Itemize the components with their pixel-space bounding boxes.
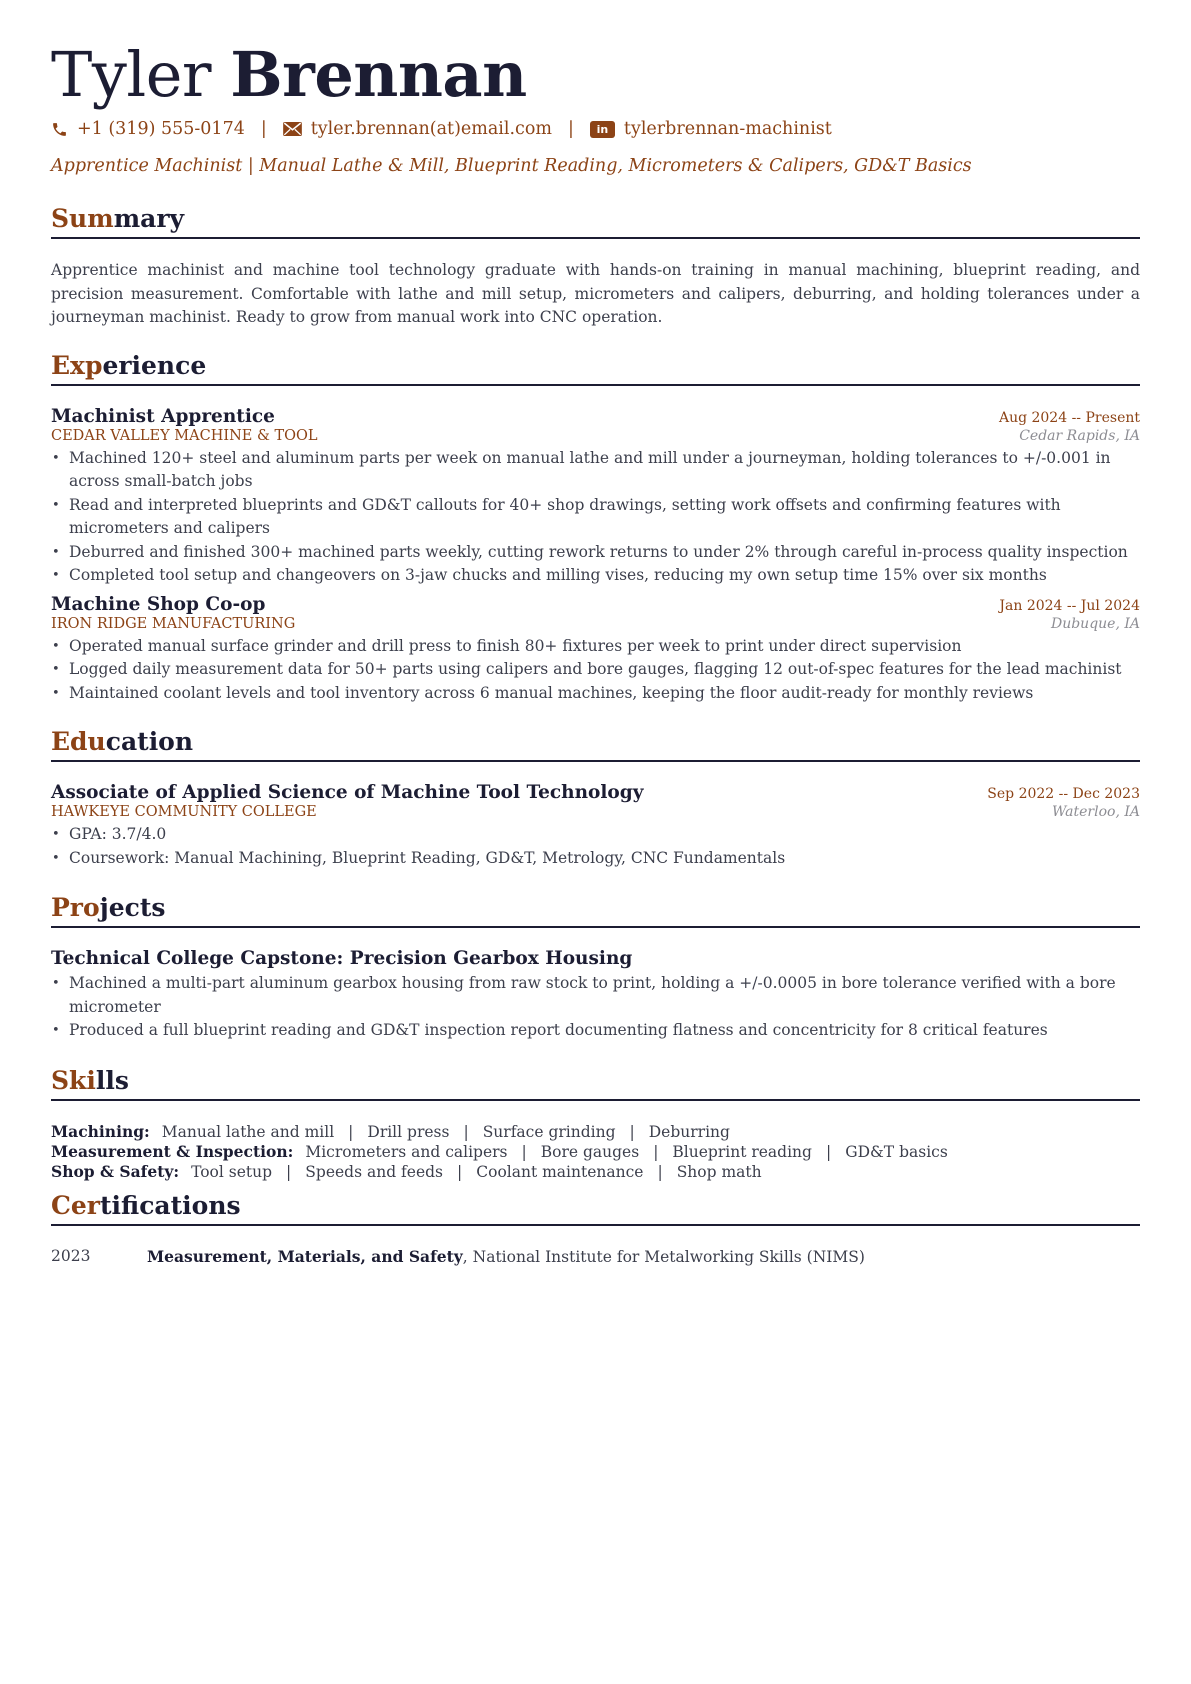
- skill-item: GD&T basics: [845, 1142, 948, 1161]
- education-dates: Sep 2022 -- Dec 2023: [987, 786, 1140, 802]
- skill-item: Manual lathe and mill: [161, 1122, 335, 1141]
- contact-separator: |: [568, 119, 574, 139]
- skill-item: Shop math: [676, 1162, 762, 1181]
- linkedin-icon: in: [590, 121, 615, 138]
- list-item: • Read and interpreted blueprints and GD&T callouts for 40+ shop drawings, setting work offsets and confirming features with micrometers and calipers: [51, 494, 1140, 541]
- skill-item: Coolant maintenance: [476, 1162, 644, 1181]
- list-item: • Operated manual surface grinder and drill press to finish 80+ fixtures per week to print under direct supervision: [51, 635, 1140, 659]
- skills-row: Machining: Manual lathe and mill | Drill press | Surface grinding | Deburring: [51, 1121, 730, 1141]
- job-dates: Jan 2024 -- Jul 2024: [999, 597, 1140, 614]
- job-title: Machinist Apprentice: [51, 405, 275, 427]
- tagline: Apprentice Machinist | Manual Lathe & Mill, Blueprint Reading, Micrometers & Calipers, GD&T Basics: [51, 156, 972, 176]
- skill-category: Machining:: [51, 1121, 150, 1141]
- certifications-section: [51, 1190, 1140, 1266]
- list-item: • Machined a multi-part aluminum gearbox housing from raw stock to print, holding a +/-0.0005 in bore tolerance verified with a bore micrometer: [51, 972, 1140, 1019]
- project-entry: [51, 948, 1140, 1043]
- experience-section: [51, 350, 1140, 706]
- section-heading: Skills: [51, 1065, 1140, 1101]
- education-bullets: [51, 823, 1140, 870]
- list-item: • Coursework: Manual Machining, Blueprint Reading, GD&T, Metrology, CNC Fundamentals: [51, 847, 1140, 871]
- list-item: • Deburred and finished 300+ machined parts weekly, cutting rework returns to under 2% through careful in-process quality inspection: [51, 541, 1140, 565]
- job-entry: [51, 406, 1140, 588]
- summary-text: Apprentice machinist and machine tool technology graduate with hands-on training in manual machining, blueprint reading, and precision measurement. Comfortable with lathe and mill setup, micrometers and calipers, deburring, and holding tolerances under a journeyman machinist. Ready to grow from manual work into CNC operation.: [51, 261, 1140, 326]
- skill-item: Micrometers and calipers: [305, 1142, 508, 1161]
- skill-item: Bore gauges: [540, 1142, 640, 1161]
- skills-row: Shop & Safety: Tool setup | Speeds and feeds | Coolant maintenance | Shop math: [51, 1161, 762, 1181]
- list-item: • Maintained coolant levels and tool inventory across 6 manual machines, keeping the floor audit-ready for monthly reviews: [51, 682, 1140, 706]
- contact-bar: [51, 118, 1140, 140]
- degree-title: Associate of Applied Science of Machine Tool Technology: [51, 782, 644, 803]
- certification-issuer: , National Institute for Metalworking Skills (NIMS): [462, 1247, 865, 1266]
- section-heading: Certifications: [51, 1190, 1140, 1226]
- skills-section: [51, 1065, 1140, 1182]
- first-name: Tyler: [51, 38, 212, 111]
- job-bullets: [51, 447, 1140, 588]
- phone-icon: [51, 121, 68, 138]
- phone-number: +1 (319) 555-0174: [77, 119, 245, 139]
- list-item: • Completed tool setup and changeovers on 3-jaw chucks and milling vises, reducing my own setup time 15% over six months: [51, 564, 1140, 588]
- education-entry: [51, 782, 1140, 870]
- job-title: Machine Shop Co-op: [51, 593, 266, 615]
- skill-item: Speeds and feeds: [305, 1162, 444, 1181]
- certification-entry: [51, 1247, 1140, 1266]
- company-name: IRON RIDGE MANUFACTURING: [51, 615, 296, 632]
- list-item: • GPA: 3.7/4.0: [51, 823, 1140, 847]
- school-location: Waterloo, IA: [1052, 804, 1140, 820]
- contact-phone[interactable]: [51, 119, 245, 139]
- skill-item: Tool setup: [191, 1162, 273, 1181]
- section-heading: Summary: [51, 203, 1140, 239]
- envelope-icon: [283, 122, 302, 136]
- list-item: • Produced a full blueprint reading and GD&T inspection report documenting flatness and concentricity for 8 critical features: [51, 1019, 1140, 1043]
- skill-item: Blueprint reading: [672, 1142, 812, 1161]
- summary-section: [51, 203, 1140, 330]
- certification-name: Measurement, Materials, and Safety: [147, 1246, 463, 1266]
- contact-separator: |: [260, 119, 267, 139]
- skill-item: Drill press: [367, 1122, 450, 1141]
- projects-section: [51, 892, 1140, 1043]
- certification-year: 2023: [51, 1246, 91, 1265]
- job-location: Dubuque, IA: [1050, 615, 1140, 632]
- skills-list: [51, 1122, 1140, 1182]
- job-dates: Aug 2024 -- Present: [998, 409, 1140, 426]
- skill-item: Deburring: [648, 1122, 730, 1141]
- section-heading: Experience: [51, 350, 1140, 386]
- skills-row: Measurement & Inspection: Micrometers and calipers | Bore gauges | Blueprint reading | GD&T basics: [51, 1141, 948, 1161]
- job-bullets: [51, 635, 1140, 706]
- section-heading: Projects: [51, 892, 1140, 928]
- company-name: CEDAR VALLEY MACHINE & TOOL: [51, 427, 318, 444]
- linkedin-handle: tylerbrennan-machinist: [623, 119, 832, 139]
- candidate-name: [51, 0, 1140, 112]
- email-address: tyler.brennan(at)email.com: [310, 119, 552, 139]
- education-section: [51, 726, 1140, 870]
- project-title: Technical College Capstone: Precision Gearbox Housing: [51, 948, 633, 969]
- job-entry: [51, 594, 1140, 706]
- list-item: • Machined 120+ steel and aluminum parts per week on manual lathe and mill under a journeyman, holding tolerances to +/-0.001 in across small-batch jobs: [51, 447, 1140, 494]
- skill-item: Surface grinding: [482, 1122, 616, 1141]
- last-name: Brennan: [230, 38, 527, 111]
- section-heading: Education: [51, 726, 1140, 762]
- contact-email[interactable]: [283, 119, 552, 139]
- contact-linkedin[interactable]: [590, 119, 832, 139]
- school-name: HAWKEYE COMMUNITY COLLEGE: [51, 804, 317, 820]
- project-bullets: [51, 972, 1140, 1043]
- skill-category: Shop & Safety:: [51, 1161, 180, 1181]
- list-item: • Logged daily measurement data for 50+ parts using calipers and bore gauges, flagging 12 out-of-spec features for the lead machinist: [51, 658, 1140, 682]
- skill-category: Measurement & Inspection:: [51, 1141, 294, 1161]
- job-location: Cedar Rapids, IA: [1019, 427, 1140, 444]
